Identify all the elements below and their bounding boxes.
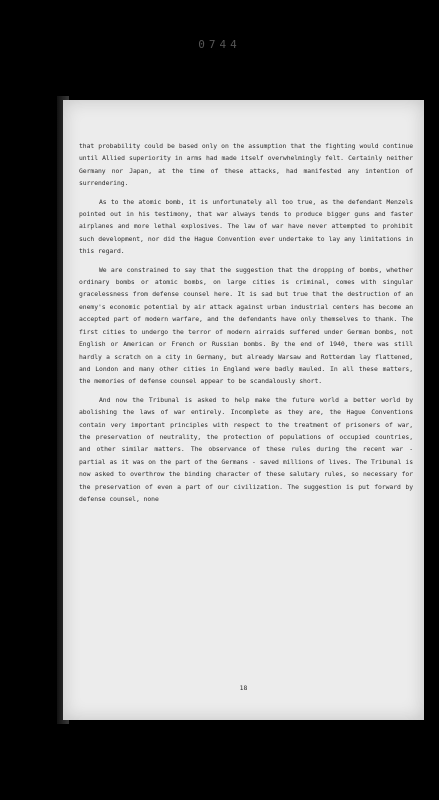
frame-number: 0744: [198, 38, 241, 51]
document-page: [63, 100, 424, 720]
paragraph-2: As to the atomic bomb, it is unfortunately all too true, as the defendant Menzels pointed out in his testimony, that war always tends to produce bigger guns and faster airplanes and more lethal explosives. The law of war have never attempted to prohibit such development, nor did the Hague Convention ever undertake to lay any limitations in this regard.: [79, 197, 413, 256]
page-number: 18: [239, 684, 248, 692]
paragraph-4: And now the Tribunal is asked to help make the future world a better world by abolishing the laws of war entirely. Incomplete as they are, the Hague Conventions contain very important principles with respect to the treatment of prisoners of war, the preservation of neutrality, the protection of populations of occupied countries, and other similar matters. The observance of these rules during the recent war - partial as it was on the part of the Germans - saved millions of lives. The Tribunal is now asked to overthrow the binding character of these salutary rules, so necessary for the preservation of even a part of our civilization. The suggestion is put forward by defense counsel, none: [79, 395, 413, 503]
paragraph-1: that probability could be based only on the assumption that the fighting would continue until Allied superiority in arms had made itself overwhelmingly felt. Certainly neither Germany nor Japan, at the time of these attacks, had manifested any intention of surrendering.: [79, 142, 413, 188]
document-body: [79, 140, 413, 511]
paragraph-3: We are constrained to say that the suggestion that the dropping of bombs, whether ordinary bombs or atomic bombs, on large cities is criminal, comes with singular gracelessness from defense counsel here. It is sad but true that the destruction of an enemy's economic potential by air attack against urban industrial centers has become an accepted part of modern warfare, and the defendants have only themselves to thank. The first cities to undergo the terror of modern airraids suffered under German bombs, not English or American or French or Russian bombs. By the end of 1940, there was still hardly a scratch on a city in Germany, but already Warsaw and Rotterdam lay flattened, and London and many other cities in England were badly mauled. In all these matters, the memories of defense counsel appear to be scandalously short.: [79, 265, 413, 386]
